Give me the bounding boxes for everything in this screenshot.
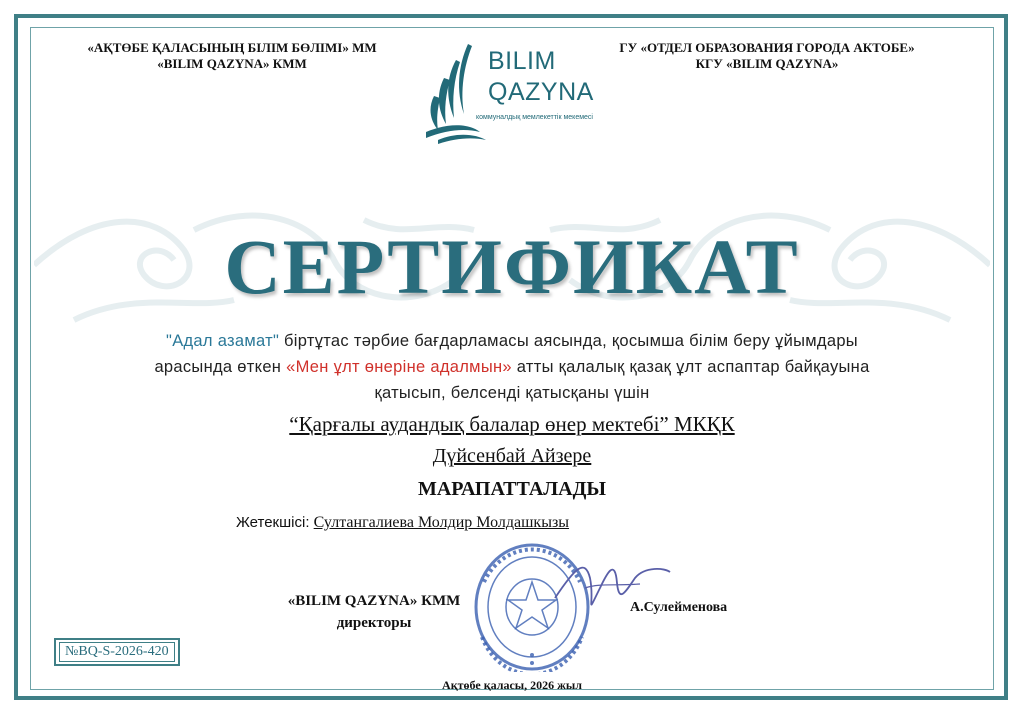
logo-line2: QAZYNA — [488, 78, 594, 106]
header-left-line1: «АҚТӨБЕ ҚАЛАСЫНЫҢ БІЛІМ БӨЛІМІ» ММ — [87, 40, 377, 55]
signatory-role: директоры — [336, 615, 412, 631]
header-left — [62, 40, 402, 72]
award-text: МАРАПАТТАЛАДЫ — [417, 478, 607, 500]
contest-name: «Мен ұлт өнеріне адалмын» — [286, 358, 512, 376]
body-text-part1: біртұтас тәрбие бағдарламасы аясында, қосымша білім беру ұйымдары арасында өткен — [154, 332, 858, 376]
signatory-name: А.Сулейменова — [630, 600, 728, 615]
certificate-number: №BQ-S-2026-420 — [59, 642, 175, 662]
signatory-org: «BILIM QAZYNA» КММ — [287, 593, 461, 609]
body-text-part2: атты қалалық қазақ ұлт аспаптар байқауына қатысып, белсенді қатысқаны үшін — [374, 358, 870, 402]
header-right-line1: ГУ «ОТДЕЛ ОБРАЗОВАНИЯ ГОРОДА АКТОБЕ» — [619, 40, 915, 55]
signatory-block — [250, 590, 498, 634]
header-right — [582, 40, 952, 72]
certificate-number-box — [54, 638, 180, 666]
logo-wordmark — [488, 46, 594, 108]
mentor-label: Жетекшісі: — [236, 514, 310, 531]
recipient-name: Дүйсенбай Айзере — [432, 445, 592, 467]
footer-place-year: Ақтөбе қаласы, 2026 жыл — [442, 678, 582, 692]
logo-line1: BILIM — [488, 47, 556, 75]
mentor-name: Султангалиева Молдир Молдашкызы — [313, 514, 570, 531]
organization-name: “Қарғалы аудандық балалар өнер мектебі” МКҚК — [289, 412, 735, 436]
mentor-line — [236, 514, 569, 532]
certificate-body-text — [150, 328, 874, 406]
program-name: "Адал азамат" — [166, 332, 280, 350]
header-right-line2: КГУ «BILIM QAZYNA» — [695, 56, 839, 71]
certificate-title: СЕРТИФИКАТ — [224, 223, 800, 310]
logo-subtitle: коммуналдық мемлекеттік мекемесі — [476, 114, 593, 121]
director-signature-icon — [545, 548, 675, 628]
header-left-line2: «BILIM QAZYNA» КММ — [157, 56, 307, 71]
